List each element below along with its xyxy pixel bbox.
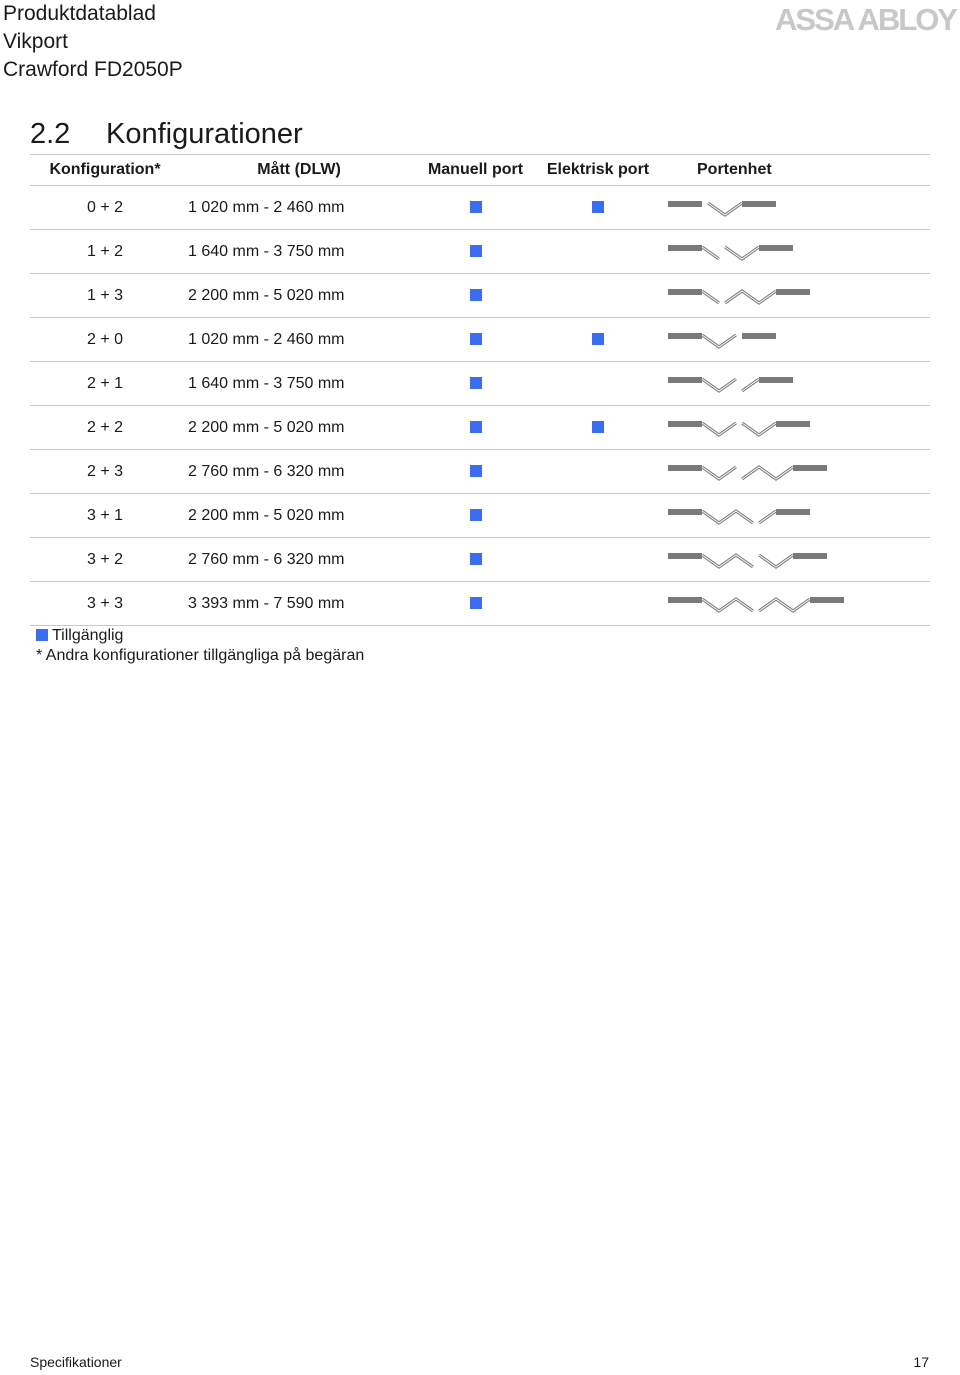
cell-door-unit xyxy=(663,318,930,362)
cell-electric xyxy=(533,230,663,274)
table-row xyxy=(30,362,930,406)
available-marker-icon xyxy=(470,289,482,301)
cell-electric xyxy=(533,494,663,538)
cell-door-unit xyxy=(663,450,930,494)
folding-door-diagram-icon xyxy=(668,545,829,575)
section-heading: Konfigurationer xyxy=(106,118,303,150)
cell-config: 3 + 2 xyxy=(30,538,180,582)
available-marker-icon xyxy=(470,509,482,521)
cell-electric xyxy=(533,406,663,450)
cell-dimensions: 3 393 mm - 7 590 mm xyxy=(180,582,418,626)
folding-door-diagram-icon xyxy=(668,369,795,399)
available-marker-icon xyxy=(470,465,482,477)
header-doc-type: Produktdatablad xyxy=(3,2,156,25)
cell-door-unit xyxy=(663,186,930,230)
cell-dimensions: 1 640 mm - 3 750 mm xyxy=(180,230,418,274)
cell-config: 0 + 2 xyxy=(30,186,180,230)
cell-dimensions: 1 020 mm - 2 460 mm xyxy=(180,186,418,230)
available-marker-icon xyxy=(470,597,482,609)
available-marker-icon xyxy=(470,201,482,213)
cell-manual xyxy=(418,230,533,274)
col-header-config: Konfiguration* xyxy=(30,155,180,186)
cell-dimensions: 1 020 mm - 2 460 mm xyxy=(180,318,418,362)
cell-manual xyxy=(418,362,533,406)
available-marker-icon xyxy=(470,421,482,433)
table-row xyxy=(30,186,930,230)
cell-dimensions: 2 200 mm - 5 020 mm xyxy=(180,494,418,538)
cell-electric xyxy=(533,186,663,230)
cell-dimensions: 1 640 mm - 3 750 mm xyxy=(180,362,418,406)
cell-config: 2 + 0 xyxy=(30,318,180,362)
available-marker-icon xyxy=(470,333,482,345)
cell-dimensions: 2 760 mm - 6 320 mm xyxy=(180,450,418,494)
cell-manual xyxy=(418,406,533,450)
table-row xyxy=(30,538,930,582)
header-product-name: Crawford FD2050P xyxy=(3,58,183,81)
cell-door-unit xyxy=(663,274,930,318)
section-number: 2.2 xyxy=(30,118,71,150)
cell-dimensions: 2 200 mm - 5 020 mm xyxy=(180,274,418,318)
cell-manual xyxy=(418,274,533,318)
col-header-manual: Manuell port xyxy=(418,155,533,186)
table-row xyxy=(30,582,930,626)
table-row xyxy=(30,406,930,450)
cell-config: 2 + 1 xyxy=(30,362,180,406)
cell-door-unit xyxy=(663,494,930,538)
cell-config: 2 + 3 xyxy=(30,450,180,494)
cell-electric xyxy=(533,538,663,582)
page-number: 17 xyxy=(913,1354,929,1370)
cell-door-unit xyxy=(663,538,930,582)
cell-config: 1 + 2 xyxy=(30,230,180,274)
cell-door-unit xyxy=(663,406,930,450)
available-marker-icon xyxy=(36,629,48,641)
legend-note: * Andra konfigurationer tillgängliga på begäran xyxy=(36,647,365,664)
folding-door-diagram-icon xyxy=(668,589,846,619)
document-header xyxy=(3,0,183,84)
folding-door-diagram-icon xyxy=(668,281,812,311)
available-marker-icon xyxy=(470,553,482,565)
folding-door-diagram-icon xyxy=(668,457,829,487)
folding-door-diagram-icon xyxy=(668,325,778,355)
folding-door-diagram-icon xyxy=(668,413,812,443)
cell-manual xyxy=(418,582,533,626)
cell-electric xyxy=(533,274,663,318)
cell-config: 3 + 1 xyxy=(30,494,180,538)
configuration-table xyxy=(30,154,930,626)
table-row xyxy=(30,450,930,494)
col-header-dimensions: Mått (DLW) xyxy=(180,155,418,186)
brand-logo: ASSA ABLOY xyxy=(775,2,956,37)
table-row xyxy=(30,494,930,538)
cell-config: 1 + 3 xyxy=(30,274,180,318)
available-marker-icon xyxy=(470,245,482,257)
legend xyxy=(36,626,364,666)
cell-electric xyxy=(533,450,663,494)
table-row xyxy=(30,318,930,362)
cell-electric xyxy=(533,318,663,362)
available-marker-icon xyxy=(470,377,482,389)
cell-manual xyxy=(418,186,533,230)
folding-door-diagram-icon xyxy=(668,237,795,267)
cell-door-unit xyxy=(663,582,930,626)
cell-config: 2 + 2 xyxy=(30,406,180,450)
available-marker-icon xyxy=(592,333,604,345)
col-header-electric: Elektrisk port xyxy=(533,155,663,186)
cell-door-unit xyxy=(663,230,930,274)
footer-section: Specifikationer xyxy=(30,1354,122,1370)
folding-door-diagram-icon xyxy=(668,193,778,223)
cell-door-unit xyxy=(663,362,930,406)
cell-dimensions: 2 200 mm - 5 020 mm xyxy=(180,406,418,450)
cell-dimensions: 2 760 mm - 6 320 mm xyxy=(180,538,418,582)
available-marker-icon xyxy=(592,421,604,433)
table-row xyxy=(30,230,930,274)
cell-manual xyxy=(418,538,533,582)
cell-electric xyxy=(533,582,663,626)
section-title xyxy=(30,118,303,151)
table-row xyxy=(30,274,930,318)
cell-manual xyxy=(418,450,533,494)
table-header-row xyxy=(30,155,930,186)
available-marker-icon xyxy=(592,201,604,213)
cell-config: 3 + 3 xyxy=(30,582,180,626)
legend-available: Tillgänglig xyxy=(52,627,124,644)
cell-manual xyxy=(418,494,533,538)
cell-manual xyxy=(418,318,533,362)
header-product-type: Vikport xyxy=(3,30,68,53)
cell-electric xyxy=(533,362,663,406)
folding-door-diagram-icon xyxy=(668,501,812,531)
col-header-door-unit: Portenhet xyxy=(663,155,930,186)
